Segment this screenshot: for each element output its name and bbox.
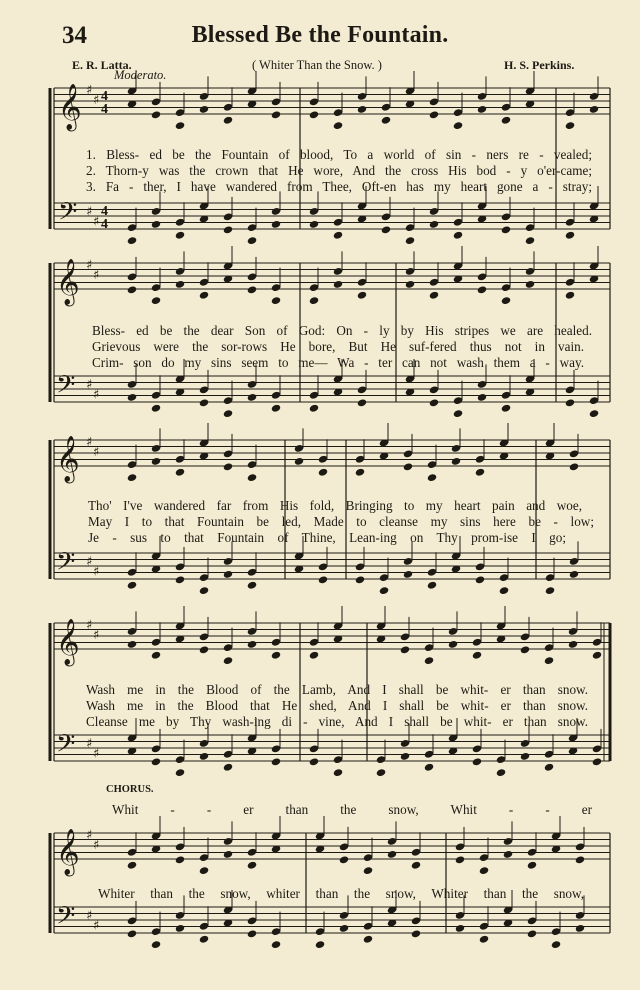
note-head-icon	[333, 121, 343, 130]
note-head-icon	[545, 586, 555, 595]
note-head-icon	[451, 457, 461, 466]
note-head-icon	[592, 651, 602, 660]
sharp-icon: ♯	[93, 444, 100, 460]
note-head-icon	[199, 586, 209, 595]
note-head-icon	[247, 861, 257, 870]
sharp-icon: ♯	[93, 627, 100, 643]
note-head-icon	[565, 231, 575, 240]
note-head-icon	[151, 940, 161, 949]
bass-clef-icon: 𝄢	[56, 547, 76, 583]
note-head-icon	[318, 575, 328, 584]
page-number: 34	[62, 22, 87, 49]
note-head-icon	[381, 116, 391, 125]
note-head-icon	[151, 110, 161, 119]
note-head-icon	[309, 757, 319, 766]
note-head-icon	[429, 220, 439, 229]
verse-1-line-3: Tho' I've wandered far from His fold, Bringing to my heart pain and woe,	[88, 498, 582, 513]
note-head-icon	[223, 462, 233, 471]
treble-clef-icon: 𝄞	[58, 84, 82, 130]
note-head-icon	[411, 929, 421, 938]
note-head-icon	[453, 121, 463, 130]
note-head-icon	[544, 656, 554, 665]
note-head-icon	[199, 935, 209, 944]
note-head-icon	[127, 473, 137, 482]
note-head-icon	[333, 280, 343, 289]
sharp-icon: ♯	[86, 554, 93, 570]
note-head-icon	[151, 404, 161, 413]
sharp-icon: ♯	[86, 618, 93, 633]
note-head-icon	[175, 121, 185, 130]
note-head-icon	[403, 570, 413, 579]
note-head-icon	[309, 296, 319, 305]
note-head-icon	[223, 850, 233, 859]
note-head-icon	[501, 296, 511, 305]
note-head-icon	[477, 105, 487, 114]
note-head-icon	[357, 398, 367, 407]
note-head-icon	[551, 940, 561, 949]
verse-1-line-2: Bless- ed be the dear Son of God: On - ly by His stripes we are healed.	[92, 323, 592, 338]
note-head-icon	[363, 866, 373, 875]
verse-2-line-4: Wash me in the Blood that He shed, And I shall be whit- er than snow.	[86, 698, 588, 713]
note-head-icon	[355, 575, 365, 584]
note-head-icon	[376, 768, 386, 777]
note-head-icon	[479, 935, 489, 944]
note-head-icon	[501, 225, 511, 234]
note-head-icon	[315, 940, 325, 949]
note-head-icon	[589, 409, 599, 418]
bass-clef-icon: 𝄢	[56, 370, 76, 406]
note-head-icon	[175, 924, 185, 933]
chorus-upper-lyric: Whit - - er than the snow, Whit - - er	[112, 802, 592, 817]
note-head-icon	[479, 866, 489, 875]
note-head-icon	[318, 468, 328, 477]
verse-2-line-3: May I to that Fountain be led, Made to cleanse my sins here be - low;	[88, 514, 594, 529]
note-head-icon	[379, 586, 389, 595]
note-head-icon	[501, 116, 511, 125]
bass-clef-icon: 𝄢	[58, 197, 78, 233]
note-head-icon	[175, 768, 185, 777]
sharp-icon: ♯	[86, 204, 93, 220]
note-head-icon	[453, 231, 463, 240]
sharp-icon: ♯	[86, 258, 93, 273]
sharp-icon: ♯	[86, 435, 93, 450]
tempo-marking: Moderato.	[114, 68, 167, 82]
note-head-icon	[357, 291, 367, 300]
note-head-icon	[589, 105, 599, 114]
treble-clef-icon: 𝄞	[56, 619, 80, 665]
note-head-icon	[127, 861, 137, 870]
note-head-icon	[455, 855, 465, 864]
sharp-icon: ♯	[86, 736, 93, 752]
note-head-icon	[565, 121, 575, 130]
note-head-icon	[175, 468, 185, 477]
note-head-icon	[472, 651, 482, 660]
note-head-icon	[429, 398, 439, 407]
note-head-icon	[527, 929, 537, 938]
note-head-icon	[472, 757, 482, 766]
bass-clef-icon: 𝄢	[56, 901, 76, 937]
note-head-icon	[475, 575, 485, 584]
composer-credit: H. S. Perkins.	[504, 58, 575, 72]
note-head-icon	[247, 236, 257, 245]
note-head-icon	[199, 291, 209, 300]
note-head-icon	[501, 404, 511, 413]
note-head-icon	[271, 404, 281, 413]
note-head-icon	[175, 280, 185, 289]
verse-3-line-4: Cleanse me by Thy wash-ing di - vine, And I shall be whit- er than snow.	[86, 714, 588, 729]
hymn-title: Blessed Be the Fountain.	[191, 22, 449, 48]
note-head-icon	[339, 855, 349, 864]
note-head-icon	[271, 296, 281, 305]
note-head-icon	[309, 651, 319, 660]
bass-clef-icon: 𝄢	[56, 729, 76, 765]
note-head-icon	[247, 285, 257, 294]
time-signature: 4	[101, 204, 108, 219]
note-head-icon	[575, 924, 585, 933]
note-head-icon	[247, 929, 257, 938]
note-head-icon	[496, 768, 506, 777]
author-credit: E. R. Latta.	[72, 58, 132, 72]
note-head-icon	[247, 581, 257, 590]
note-head-icon	[525, 236, 535, 245]
sharp-icon: ♯	[93, 214, 100, 230]
note-head-icon	[151, 651, 161, 660]
note-head-icon	[424, 656, 434, 665]
sharp-icon: ♯	[93, 92, 100, 108]
note-head-icon	[294, 457, 304, 466]
sharp-icon: ♯	[86, 83, 93, 98]
note-head-icon	[127, 236, 137, 245]
verse-3-line-2: Crim- son do my sins seem to me— Wa - ter can not wash them a - way.	[92, 355, 584, 370]
note-head-icon	[151, 220, 161, 229]
note-head-icon	[427, 473, 437, 482]
time-signature: 4	[101, 102, 108, 117]
note-head-icon	[127, 393, 137, 402]
note-head-icon	[223, 656, 233, 665]
note-head-icon	[405, 236, 415, 245]
note-head-icon	[592, 757, 602, 766]
note-head-icon	[411, 861, 421, 870]
note-head-icon	[151, 457, 161, 466]
verse-2-line-2: Grievous were the sor-rows He bore, But He suf-fered thus not in vain.	[92, 339, 584, 354]
note-head-icon	[175, 575, 185, 584]
note-head-icon	[223, 763, 233, 772]
note-head-icon	[455, 924, 465, 933]
note-head-icon	[569, 570, 579, 579]
note-head-icon	[363, 935, 373, 944]
note-head-icon	[199, 398, 209, 407]
note-head-icon	[223, 116, 233, 125]
note-head-icon	[427, 581, 437, 590]
note-head-icon	[309, 110, 319, 119]
sharp-icon: ♯	[86, 377, 93, 393]
note-head-icon	[223, 225, 233, 234]
note-head-icon	[544, 763, 554, 772]
note-head-icon	[309, 404, 319, 413]
note-head-icon	[199, 645, 209, 654]
verse-1-line-4: Wash me in the Blood of the Lamb, And I shall be whit- er than snow.	[86, 682, 588, 697]
verse-3-line-3: Je - sus to that Fountain of Thine, Lean-ing on Thy prom-ise I go;	[88, 530, 566, 545]
sharp-icon: ♯	[93, 267, 100, 283]
note-head-icon	[271, 940, 281, 949]
sharp-icon: ♯	[93, 918, 100, 934]
sharp-icon: ♯	[86, 828, 93, 843]
note-head-icon	[247, 640, 257, 649]
verse-1-line-1: 1. Bless- ed be the Fountain of blood, To a world of sin - ners re - vealed;	[86, 147, 592, 162]
note-head-icon	[199, 105, 209, 114]
time-signature: 4	[101, 89, 108, 104]
note-head-icon	[271, 110, 281, 119]
note-head-icon	[429, 291, 439, 300]
note-head-icon	[400, 752, 410, 761]
note-head-icon	[151, 296, 161, 305]
note-head-icon	[271, 651, 281, 660]
note-head-icon	[199, 866, 209, 875]
note-head-icon	[565, 398, 575, 407]
note-head-icon	[565, 291, 575, 300]
note-head-icon	[199, 752, 209, 761]
verse-3-line-1: 3. Fa - ther, I have wandered from Thee, Oft-en has my heart gone a - stray;	[86, 179, 592, 194]
alternate-title: ( Whiter Than the Snow. )	[252, 58, 382, 72]
note-head-icon	[475, 468, 485, 477]
note-head-icon	[223, 570, 233, 579]
sharp-icon: ♯	[86, 908, 93, 924]
note-head-icon	[175, 855, 185, 864]
note-head-icon	[403, 462, 413, 471]
note-head-icon	[503, 850, 513, 859]
note-head-icon	[520, 645, 530, 654]
note-head-icon	[175, 231, 185, 240]
note-head-icon	[127, 640, 137, 649]
note-head-icon	[477, 393, 487, 402]
note-head-icon	[568, 640, 578, 649]
treble-clef-icon: 𝄞	[56, 829, 80, 875]
chorus-label: CHORUS.	[106, 784, 154, 795]
note-head-icon	[357, 105, 367, 114]
note-head-icon	[271, 757, 281, 766]
note-head-icon	[477, 285, 487, 294]
note-head-icon	[247, 393, 257, 402]
time-signature: 4	[101, 217, 108, 232]
note-head-icon	[247, 473, 257, 482]
note-head-icon	[127, 285, 137, 294]
note-head-icon	[499, 586, 509, 595]
verse-2-line-1: 2. Thorn-y was the crown that He wore, And the cross His bod - y o'er-came;	[86, 163, 592, 178]
treble-clef-icon: 𝄞	[56, 436, 80, 482]
sharp-icon: ♯	[93, 387, 100, 403]
note-head-icon	[575, 855, 585, 864]
note-head-icon	[271, 220, 281, 229]
note-head-icon	[223, 409, 233, 418]
note-head-icon	[381, 225, 391, 234]
note-head-icon	[527, 861, 537, 870]
chorus-lower-lyric: Whiter than the snow, whiter than the snow, Whiter than the snow,	[98, 886, 584, 901]
note-head-icon	[424, 763, 434, 772]
note-head-icon	[453, 409, 463, 418]
sharp-icon: ♯	[93, 837, 100, 853]
note-head-icon	[333, 231, 343, 240]
note-head-icon	[127, 581, 137, 590]
note-head-icon	[400, 645, 410, 654]
note-head-icon	[355, 468, 365, 477]
sharp-icon: ♯	[93, 746, 100, 762]
note-head-icon	[127, 929, 137, 938]
note-head-icon	[333, 768, 343, 777]
note-head-icon	[525, 280, 535, 289]
treble-clef-icon: 𝄞	[56, 259, 80, 305]
note-head-icon	[448, 640, 458, 649]
note-head-icon	[429, 110, 439, 119]
note-head-icon	[387, 850, 397, 859]
sharp-icon: ♯	[93, 564, 100, 580]
note-head-icon	[339, 924, 349, 933]
note-head-icon	[309, 220, 319, 229]
note-head-icon	[405, 280, 415, 289]
note-head-icon	[569, 462, 579, 471]
note-head-icon	[520, 752, 530, 761]
note-head-icon	[151, 757, 161, 766]
